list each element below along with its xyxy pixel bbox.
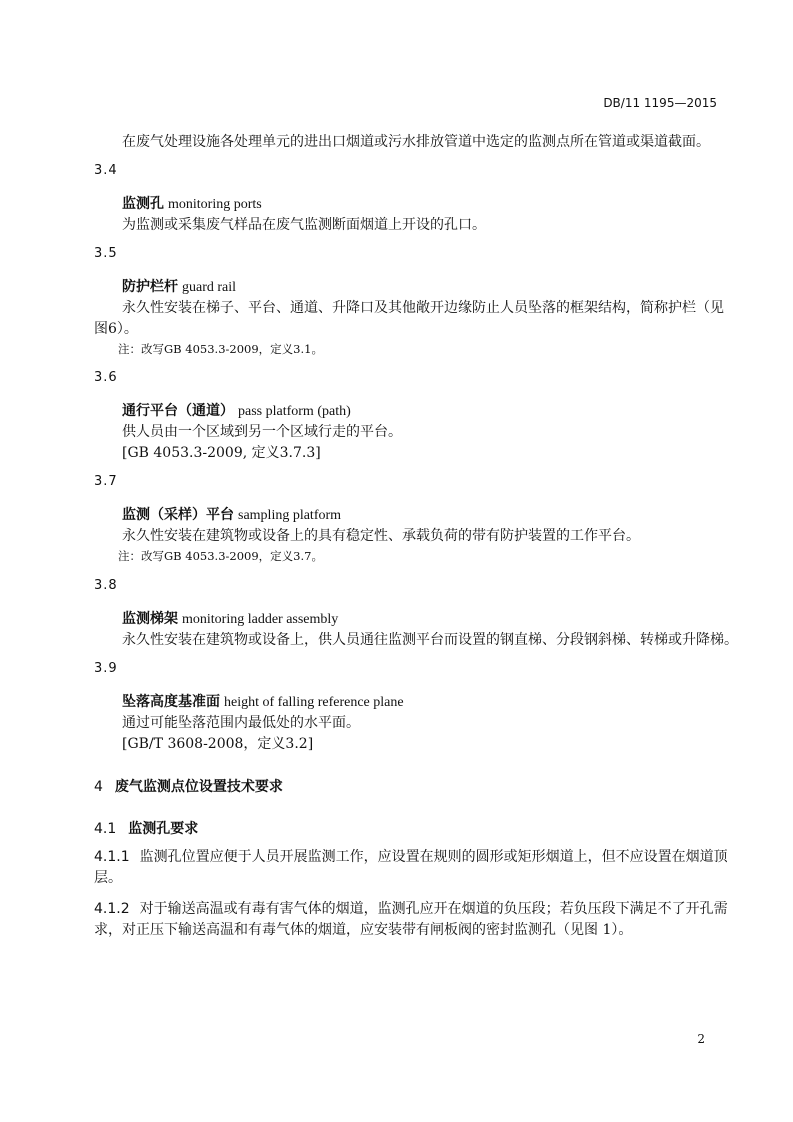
section-title: 废气监测点位设置技术要求 bbox=[114, 779, 283, 795]
term-definition: 永久性安装在建筑物或设备上，供人员通往监测平台而设置的钢直梯、分段钢斜梯、转梯或升降梯。 bbox=[122, 632, 738, 648]
term-number: 3.6 bbox=[94, 370, 118, 385]
term-zh: 监测梯架 bbox=[122, 611, 178, 627]
term-definition: 永久性安装在梯子、平台、通道、升降口及其他敞开边缘防止人员坠落的框架结构，简称护栏（见 bbox=[122, 300, 724, 316]
term-definition: 为监测或采集废气样品在废气监测断面烟道上开设的孔口。 bbox=[122, 217, 486, 233]
clause-number: 4.1.2 bbox=[94, 901, 130, 917]
term-zh: 防护栏杆 bbox=[122, 279, 178, 295]
term-number: 3.4 bbox=[94, 163, 118, 178]
section-heading bbox=[94, 776, 283, 796]
section-number: 4 bbox=[94, 779, 103, 795]
term-reference: [GB/T 3608-2008，定义3.2] bbox=[122, 736, 314, 752]
clause-number: 4.1.1 bbox=[94, 849, 130, 865]
term-zh: 监测（采样）平台 bbox=[122, 507, 234, 523]
intro-line: 在废气处理设施各处理单元的进出口烟道或污水排放管道中选定的监测点所在管道或渠道截面。 bbox=[122, 134, 710, 150]
term-definition: 供人员由一个区域到另一个区域行走的平台。 bbox=[122, 424, 402, 440]
subsection-title: 监测孔要求 bbox=[128, 821, 199, 837]
term-title bbox=[122, 691, 404, 711]
term-zh: 监测孔 bbox=[122, 196, 164, 212]
term-reference: [GB 4053.3-2009, 定义3.7.3] bbox=[122, 445, 321, 461]
subsection-number: 4.1 bbox=[94, 821, 117, 837]
term-title bbox=[122, 276, 236, 296]
term-zh: 坠落高度基准面 bbox=[122, 694, 220, 710]
clause-text: 对于输送高温或有毒有害气体的烟道，监测孔应开在烟道的负压段；若负压段下满足不了开孔需求，对正压下输送高温和有毒气体的烟道，应安装带有闸板阀的密封监测孔（见图 1）。 bbox=[94, 901, 728, 938]
clause-paragraph bbox=[94, 899, 730, 941]
term-title bbox=[122, 400, 351, 420]
term-en: monitoring ladder assembly bbox=[182, 612, 339, 627]
term-definition: 永久性安装在建筑物或设备上的具有稳定性、承载负荷的带有防护装置的工作平台。 bbox=[122, 528, 640, 544]
subsection-heading bbox=[94, 818, 198, 838]
term-en: guard rail bbox=[182, 280, 237, 295]
term-en: sampling platform bbox=[238, 508, 342, 523]
term-definition-continued: 图6）。 bbox=[94, 321, 138, 337]
term-number: 3.9 bbox=[94, 661, 118, 676]
term-note: 注：改写GB 4053.3-2009，定义3.1。 bbox=[118, 342, 323, 356]
term-title bbox=[122, 504, 341, 524]
term-en: pass platform (path) bbox=[238, 404, 351, 419]
term-en: monitoring ports bbox=[168, 197, 262, 212]
term-number: 3.7 bbox=[94, 474, 118, 489]
document-id: DB/11 1195—2015 bbox=[603, 96, 717, 110]
term-title bbox=[122, 608, 338, 628]
term-zh: 通行平台（通道） bbox=[122, 403, 234, 419]
term-en: height of falling reference plane bbox=[224, 695, 404, 710]
term-note: 注：改写GB 4053.3-2009，定义3.7。 bbox=[118, 549, 323, 563]
term-number: 3.8 bbox=[94, 578, 118, 593]
clause-paragraph bbox=[94, 847, 730, 889]
term-number: 3.5 bbox=[94, 246, 118, 261]
term-definition: 通过可能坠落范围内最低处的水平面。 bbox=[122, 715, 360, 731]
term-title bbox=[122, 193, 262, 213]
page-number: 2 bbox=[697, 1032, 705, 1046]
clause-text: 监测孔位置应便于人员开展监测工作，应设置在规则的圆形或矩形烟道上，但不应设置在烟道顶层。 bbox=[94, 849, 728, 886]
